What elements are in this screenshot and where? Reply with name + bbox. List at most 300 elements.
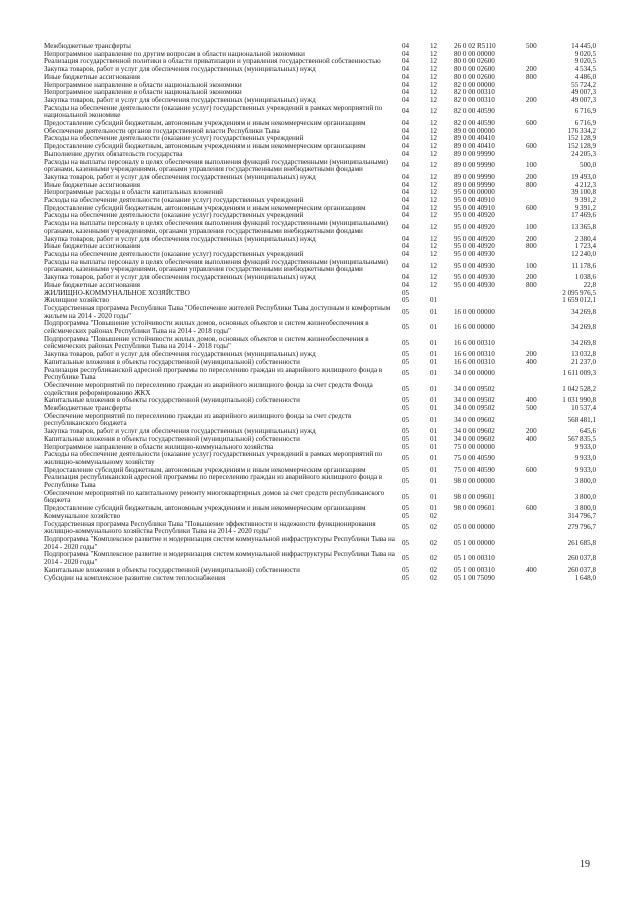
cell-pr: 01 [430, 492, 438, 501]
table-row [44, 505, 596, 513]
cell-name: ЖИЛИЩНО-КОММУНАЛЬНОЕ ХОЗЯЙСТВО [44, 288, 190, 297]
cell-vr: 200 [526, 95, 537, 104]
cell-rz: 04 [402, 161, 410, 170]
cell-pr: 12 [430, 234, 438, 243]
cell-vr [526, 336, 556, 351]
cell-rz: 05 [402, 492, 410, 501]
cell-rz: 05 [402, 323, 410, 332]
cell-amount: 500,0 [580, 161, 596, 170]
cell-cs: 16 0 00 00000 [454, 307, 495, 316]
cell-pr: 01 [430, 477, 438, 486]
cell-pr: 02 [430, 538, 438, 547]
cell-cs: 98 0 00 00000 [454, 477, 495, 486]
cell-vr: 200 [526, 427, 537, 436]
cell-cs: 05 1 00 75090 [454, 573, 495, 582]
cell-rz: 04 [402, 172, 410, 181]
cell-vr: 400 [526, 565, 537, 574]
cell-amount: 1 648,0 [574, 573, 596, 582]
table-row [44, 413, 596, 428]
cell-cs: 34 0 00 09502 [454, 384, 495, 393]
cell-amount: 645,6 [580, 427, 596, 436]
cell-cs: 80 0 00 02600 [454, 72, 495, 81]
cell-amount: 1 038,6 [574, 273, 596, 282]
cell-amount: 34 269,8 [571, 307, 596, 316]
cell-pr: 12 [430, 88, 438, 97]
cell-amount: 1 031 990,8 [562, 396, 596, 405]
cell-cs: 89 0 00 99990 [454, 172, 495, 181]
cell-name: Реализация государственной политики в области приватизации и управления государственной собственностью [44, 57, 381, 66]
cell-rz: 05 [402, 427, 410, 436]
cell-vr: 100 [526, 161, 537, 170]
cell-cs: 80 0 00 02600 [454, 65, 495, 74]
cell-cs: 82 0 00 40590 [454, 119, 495, 128]
cell-name: Расходы на обеспечение деятельности (оказание услуг) государственных учреждений в рамках мероприятий по национальной экономике [44, 103, 383, 120]
cell-name: Расходы на выплаты персоналу в целях обеспечения выполнения функций государственными (муниципальными) органами, казенными учреждениями, органами управления государственными внебюджетными фондами [44, 157, 389, 174]
cell-rz: 04 [402, 211, 410, 220]
cell-vr: 400 [526, 357, 537, 366]
cell-name: Закупка товаров, работ и услуг для обеспечения государственных (муниципальных) нужд [44, 273, 316, 282]
cell-name: Предоставление субсидий бюджетным, автономным учреждениям и иным некоммерческим организациям [44, 465, 366, 474]
cell-rz: 05 [402, 554, 410, 563]
cell-amount: 6 716,9 [574, 107, 596, 116]
cell-vr [526, 367, 556, 382]
cell-amount: 34 269,8 [571, 323, 596, 332]
cell-pr: 01 [430, 338, 438, 347]
cell-rz: 05 [402, 465, 410, 474]
cell-name: Непрограммное направление по другим вопросам в области национальной экономики [44, 49, 305, 58]
cell-name: Предоставление субсидий бюджетным, автономным учреждениям и иным некоммерческим организациям [44, 504, 366, 513]
cell-vr: 200 [526, 234, 537, 243]
cell-vr [526, 451, 556, 466]
cell-cs: 34 0 00 09502 [454, 404, 495, 413]
cell-vr [526, 382, 556, 397]
cell-cs: 34 0 00 09602 [454, 415, 495, 424]
cell-rz: 04 [402, 134, 410, 143]
cell-amount: 21 237,0 [571, 357, 596, 366]
cell-pr: 02 [430, 523, 438, 532]
cell-amount: 10 537,4 [571, 404, 596, 413]
cell-cs: 89 0 00 40410 [454, 142, 495, 151]
cell-pr: 01 [430, 369, 438, 378]
cell-cs: 75 0 00 40590 [454, 454, 495, 463]
cell-cs: 80 0 00 00000 [454, 49, 495, 58]
cell-amount: 4 212,3 [574, 180, 596, 189]
cell-amount: 3 800,0 [574, 477, 596, 486]
cell-name: Выполнение других обязательств государства [44, 149, 183, 158]
table-row [44, 367, 596, 382]
cell-rz: 05 [402, 288, 410, 297]
cell-rz: 04 [402, 65, 410, 74]
cell-rz: 04 [402, 142, 410, 151]
cell-cs: 82 0 00 40590 [454, 107, 495, 116]
table-row [44, 220, 596, 235]
cell-cs: 95 0 00 40910 [454, 203, 495, 212]
cell-vr: 500 [526, 404, 537, 413]
cell-cs: 34 0 00 09602 [454, 427, 495, 436]
cell-amount: 3 800,0 [574, 504, 596, 513]
cell-pr: 01 [430, 434, 438, 443]
cell-pr: 01 [430, 307, 438, 316]
cell-rz: 04 [402, 95, 410, 104]
cell-name: Обеспечение мероприятий по капитальному ремонту многоквартирных домов за счет средств республиканского бюджета [44, 488, 385, 505]
cell-vr: 200 [526, 350, 537, 359]
cell-cs: 05 0 00 00000 [454, 523, 495, 532]
cell-rz: 05 [402, 565, 410, 574]
cell-rz: 04 [402, 249, 410, 258]
cell-cs: 16 6 00 00310 [454, 338, 495, 347]
cell-cs: 98 0 00 09601 [454, 492, 495, 501]
table-row [44, 521, 596, 536]
cell-cs: 34 0 00 00000 [454, 369, 495, 378]
cell-amount: 152 128,9 [567, 142, 596, 151]
cell-pr: 12 [430, 65, 438, 74]
cell-name: Иные бюджетные ассигнования [44, 280, 141, 289]
cell-amount: 1 042 528,2 [562, 384, 596, 393]
cell-pr: 12 [430, 80, 438, 89]
cell-cs: 95 0 00 40920 [454, 211, 495, 220]
cell-cs: 16 6 00 00310 [454, 350, 495, 359]
table-row [44, 336, 596, 351]
cell-name: Подпрограмма "Комплексное развитие и модернизация систем коммунальной инфраструктуры Республики Тыва на 2014 - 2020 годы" [44, 535, 395, 551]
cell-rz: 05 [402, 350, 410, 359]
cell-vr [526, 251, 556, 259]
cell-cs: 89 0 00 99990 [454, 149, 495, 158]
cell-amount: 279 796,7 [567, 523, 596, 532]
cell-rz: 05 [402, 454, 410, 463]
cell-pr: 01 [430, 404, 438, 413]
cell-rz: 05 [402, 415, 410, 424]
cell-pr: 01 [430, 504, 438, 513]
cell-amount: 568 481,1 [567, 415, 596, 424]
cell-name: Расходы на обеспечение деятельности (оказание услуг) государственных учреждений [44, 211, 304, 220]
cell-amount: 176 334,2 [567, 126, 596, 135]
cell-amount: 22,8 [583, 280, 596, 289]
cell-vr [526, 551, 556, 566]
cell-rz: 04 [402, 180, 410, 189]
cell-name: Капитальные вложения в объекты государственной (муниципальной) собственности [44, 434, 300, 443]
cell-name: Межбюджетные трансферты [44, 404, 131, 413]
table-row [44, 382, 596, 397]
cell-vr: 100 [526, 261, 537, 270]
cell-name: Капитальные вложения в объекты государственной (муниципальной) собственности [44, 565, 300, 574]
cell-name: Обеспечение деятельности органов государственной власти Республики Тыва [44, 126, 280, 135]
cell-name: Обеспечение мероприятий по переселению граждан из аварийного жилищного фонда за счет средств республиканского бюджета [44, 411, 352, 428]
cell-cs: 95 0 00 40920 [454, 234, 495, 243]
cell-amount: 6 716,9 [574, 119, 596, 128]
cell-rz: 04 [402, 203, 410, 212]
cell-vr [526, 320, 556, 335]
cell-vr [526, 82, 556, 90]
cell-cs: 89 0 00 00000 [454, 126, 495, 135]
cell-name: Подпрограмма "Повышение устойчивости жилых домов, основных объектов и систем жизнеобеспечения в сейсмических районах Республики Тыва на 2014 - 2018 годы" [44, 334, 369, 351]
cell-rz: 05 [402, 523, 410, 532]
cell-name: Коммунальное хозяйство [44, 511, 121, 520]
cell-vr [526, 413, 556, 428]
cell-pr: 12 [430, 203, 438, 212]
cell-pr: 01 [430, 442, 438, 451]
cell-name: Закупка товаров, работ и услуг для обеспечения государственных (муниципальных) нужд [44, 65, 316, 74]
cell-cs: 05 1 00 00000 [454, 538, 495, 547]
cell-pr: 12 [430, 249, 438, 258]
cell-pr: 02 [430, 554, 438, 563]
cell-name: Расходы на выплаты персоналу в целях обеспечения выполнения функций государственными (муниципальными) органами, казенными учреждениями, органами управления государственными внебюджетными фондами [44, 219, 389, 235]
table-row [44, 105, 596, 120]
cell-name: Иные бюджетные ассигнования [44, 72, 141, 81]
cell-pr: 12 [430, 188, 438, 197]
cell-rz: 04 [402, 242, 410, 251]
cell-rz: 05 [402, 434, 410, 443]
cell-amount: 34 269,8 [571, 338, 596, 347]
cell-rz: 04 [402, 196, 410, 205]
cell-rz: 05 [402, 296, 410, 305]
table-row [44, 159, 596, 174]
cell-cs: 95 0 00 40910 [454, 196, 495, 205]
cell-vr [526, 128, 556, 136]
cell-pr: 12 [430, 196, 438, 205]
cell-vr [526, 290, 556, 298]
cell-name: Иные бюджетные ассигнования [44, 242, 141, 251]
cell-amount: 1 659 012,1 [562, 296, 596, 305]
cell-cs: 34 0 00 09502 [454, 396, 495, 405]
table-row [44, 490, 596, 505]
cell-name: Расходы на обеспечение деятельности (оказание услуг) государственных учреждений в рамках мероприятий по жилищно-коммунальному хозяйству [44, 450, 383, 466]
cell-amount: 49 007,3 [571, 95, 596, 104]
cell-pr: 12 [430, 57, 438, 66]
cell-vr: 200 [526, 65, 537, 74]
cell-cs: 75 0 00 00000 [454, 442, 495, 451]
cell-vr: 800 [526, 180, 537, 189]
cell-pr: 12 [430, 95, 438, 104]
cell-name: Предоставление субсидий бюджетным, автономным учреждениям и иным некоммерческим организациям [44, 203, 366, 212]
cell-amount: 14 445,0 [571, 42, 596, 50]
table-row [44, 536, 596, 551]
cell-name: Расходы на обеспечение деятельности (оказание услуг) государственных учреждений [44, 249, 304, 258]
cell-rz: 05 [402, 504, 410, 513]
cell-amount: 3 800,0 [574, 492, 596, 501]
cell-cs: 89 0 00 99990 [454, 180, 495, 189]
cell-name: Подпрограмма "Комплексное развитие и модернизация систем коммунальной инфраструктуры Республики Тыва на 2014 - 2020 годы" [44, 550, 395, 567]
cell-amount: 39 100,8 [571, 188, 596, 197]
cell-rz: 04 [402, 234, 410, 243]
cell-cs: 95 0 00 40930 [454, 280, 495, 289]
cell-rz: 05 [402, 404, 410, 413]
cell-vr: 800 [526, 72, 537, 81]
cell-rz: 05 [402, 384, 410, 393]
cell-vr: 800 [526, 280, 537, 289]
cell-cs: 89 0 00 99990 [454, 161, 495, 170]
cell-cs: 95 0 00 40930 [454, 273, 495, 282]
cell-amount: 13 032,8 [571, 350, 596, 359]
cell-vr [526, 105, 556, 120]
cell-cs [454, 297, 526, 305]
cell-cs: 34 0 00 09602 [454, 434, 495, 443]
cell-vr: 600 [526, 504, 537, 513]
cell-name: Непрограммное направление в области национальной экономики [44, 80, 242, 89]
cell-cs: 16 6 00 00000 [454, 323, 495, 332]
cell-cs: 98 0 00 09601 [454, 504, 495, 513]
cell-pr: 12 [430, 126, 438, 135]
cell-amount: 9 933,0 [574, 442, 596, 451]
cell-rz: 04 [402, 57, 410, 66]
cell-rz: 04 [402, 72, 410, 81]
cell-pr: 12 [430, 280, 438, 289]
cell-vr: 200 [526, 172, 537, 181]
cell-name: Капитальные вложения в объекты государственной (муниципальной) собственности [44, 357, 300, 366]
cell-pr: 01 [430, 454, 438, 463]
cell-vr [526, 536, 556, 551]
cell-cs [454, 513, 526, 521]
cell-cs: 89 0 00 40410 [454, 134, 495, 143]
cell-vr [526, 189, 556, 197]
cell-vr [526, 305, 556, 320]
cell-vr: 800 [526, 242, 537, 251]
cell-rz: 04 [402, 126, 410, 135]
cell-amount: 17 469,6 [571, 211, 596, 220]
cell-pr: 02 [430, 565, 438, 574]
cell-amount: 4 534,5 [574, 65, 596, 74]
cell-rz: 04 [402, 280, 410, 289]
cell-amount: 49 007,3 [571, 88, 596, 97]
cell-vr: 200 [526, 273, 537, 282]
cell-amount: 567 835,5 [567, 434, 596, 443]
cell-pr: 01 [430, 296, 438, 305]
cell-cs: 95 0 00 40930 [454, 249, 495, 258]
cell-amount: 2 380,4 [574, 234, 596, 243]
cell-rz: 04 [402, 273, 410, 282]
cell-pr: 12 [430, 149, 438, 158]
cell-amount: 1 611 009,3 [562, 369, 596, 378]
table-row [44, 551, 596, 566]
cell-pr: 12 [430, 142, 438, 151]
cell-amount: 261 685,8 [567, 538, 596, 547]
cell-name: Закупка товаров, работ и услуг для обеспечения государственных (муниципальных) нужд [44, 350, 316, 359]
cell-rz: 04 [402, 80, 410, 89]
cell-amount: 11 178,6 [571, 261, 596, 270]
cell-vr [526, 151, 556, 159]
cell-rz: 05 [402, 307, 410, 316]
cell-vr [526, 51, 556, 59]
table-row [44, 305, 596, 320]
cell-vr: 500 [526, 42, 537, 50]
cell-amount: 12 240,0 [571, 249, 596, 258]
cell-cs: 05 1 00 00310 [454, 565, 495, 574]
cell-name: Государственная программа Республики Тыва "Повышение эффективности и надежности функционирования жилищно-коммунального хозяйства Республики Тыва на 2014 - 2020 годы" [44, 519, 376, 536]
cell-pr: 12 [430, 119, 438, 128]
cell-rz: 05 [402, 338, 410, 347]
cell-rz: 05 [402, 573, 410, 582]
cell-vr: 400 [526, 434, 537, 443]
cell-amount: 152 128,9 [567, 134, 596, 143]
cell-name: Закупка товаров, работ и услуг для обеспечения государственных (муниципальных) нужд [44, 427, 316, 436]
cell-vr [526, 490, 556, 505]
cell-vr: 600 [526, 142, 537, 151]
cell-rz: 04 [402, 119, 410, 128]
cell-amount: 24 205,3 [571, 149, 596, 158]
cell-pr: 01 [430, 427, 438, 436]
cell-rz: 05 [402, 511, 410, 520]
cell-name: Предоставление субсидий бюджетным, автономным учреждениям и иным некоммерческим организациям [44, 119, 366, 128]
cell-pr: 01 [430, 415, 438, 424]
table-row [44, 474, 596, 489]
cell-vr [526, 212, 556, 220]
cell-vr: 600 [526, 119, 537, 128]
cell-cs: 95 0 00 40920 [454, 242, 495, 251]
cell-rz: 05 [402, 477, 410, 486]
cell-pr: 12 [430, 242, 438, 251]
cell-vr [526, 297, 556, 305]
cell-amount: 9 391,2 [574, 196, 596, 205]
cell-name: Реализация республиканской адресной программы по переселению граждан из аварийного жилищного фонда в Республике Тыва [44, 365, 383, 382]
cell-pr: 01 [430, 396, 438, 405]
cell-pr: 12 [430, 49, 438, 58]
cell-pr: 12 [430, 107, 438, 116]
cell-pr: 12 [430, 211, 438, 220]
table-row [44, 575, 596, 583]
cell-pr: 12 [430, 223, 438, 232]
cell-name: Непрограммное направление в области жилищно-коммунального хозяйства [44, 442, 274, 451]
table-row [44, 320, 596, 335]
cell-vr: 100 [526, 223, 537, 232]
cell-name: Иные бюджетные ассигнования [44, 180, 141, 189]
cell-rz: 05 [402, 357, 410, 366]
cell-cs: 05 1 00 00310 [454, 554, 495, 563]
cell-name: Расходы на выплаты персоналу в целях обеспечения выполнения функций государственными (муниципальными) органами, казенными учреждениями, органами управления государственными внебюджетными фондами [44, 257, 389, 274]
cell-name: Субсидии на комплексное развитие систем теплоснабжения [44, 573, 226, 582]
cell-rz: 04 [402, 261, 410, 270]
cell-name: Межбюджетные трансферты [44, 42, 131, 50]
cell-vr: 400 [526, 396, 537, 405]
cell-rz: 04 [402, 49, 410, 58]
cell-pr: 12 [430, 273, 438, 282]
cell-rz: 04 [402, 107, 410, 116]
cell-pr: 12 [430, 180, 438, 189]
cell-vr [526, 521, 556, 536]
cell-amount: 9 391,2 [574, 203, 596, 212]
cell-rz: 04 [402, 188, 410, 197]
cell-pr: 12 [430, 42, 438, 50]
cell-name: Закупка товаров, работ и услуг для обеспечения государственных (муниципальных) нужд [44, 234, 316, 243]
cell-cs: 95 0 00 40920 [454, 223, 495, 232]
cell-vr [526, 444, 556, 452]
cell-pr: 12 [430, 72, 438, 81]
cell-amount: 1 723,4 [574, 242, 596, 251]
cell-rz: 05 [402, 396, 410, 405]
cell-amount: 260 037,8 [567, 565, 596, 574]
cell-vr [526, 474, 556, 489]
cell-cs [454, 290, 526, 298]
cell-amount: 9 020,5 [574, 57, 596, 66]
cell-vr [526, 575, 556, 583]
cell-vr: 600 [526, 465, 537, 474]
cell-pr: 01 [430, 465, 438, 474]
cell-name: Реализация республиканской адресной программы по переселению граждан из аварийного жилищного фонда в Республике Тыва [44, 473, 383, 490]
cell-name: Государственная программа Республики Тыва "Обеспечение жителей Республики Тыва доступным и комфортным жильем на 2014 - 2020 годы" [44, 303, 391, 320]
cell-cs: 82 0 00 00310 [454, 95, 495, 104]
cell-vr: 600 [526, 203, 537, 212]
cell-name: Закупка товаров, работ и услуг для обеспечения государственных (муниципальных) нужд [44, 172, 316, 181]
cell-amount: 9 933,0 [574, 465, 596, 474]
cell-cs: 82 0 00 00000 [454, 80, 495, 89]
cell-name: Капитальные вложения в объекты государственной (муниципальной) собственности [44, 396, 300, 405]
cell-rz: 05 [402, 442, 410, 451]
cell-cs: 95 0 00 40930 [454, 261, 495, 270]
cell-amount: 4 486,0 [574, 72, 596, 81]
cell-name: Непрограммные расходы в области капитальных вложений [44, 188, 223, 197]
cell-cs: 16 6 00 00310 [454, 357, 495, 366]
cell-amount: 13 365,8 [571, 223, 596, 232]
cell-pr: 01 [430, 323, 438, 332]
cell-name: Расходы на обеспечение деятельности (оказание услуг) государственных учреждений [44, 134, 304, 143]
